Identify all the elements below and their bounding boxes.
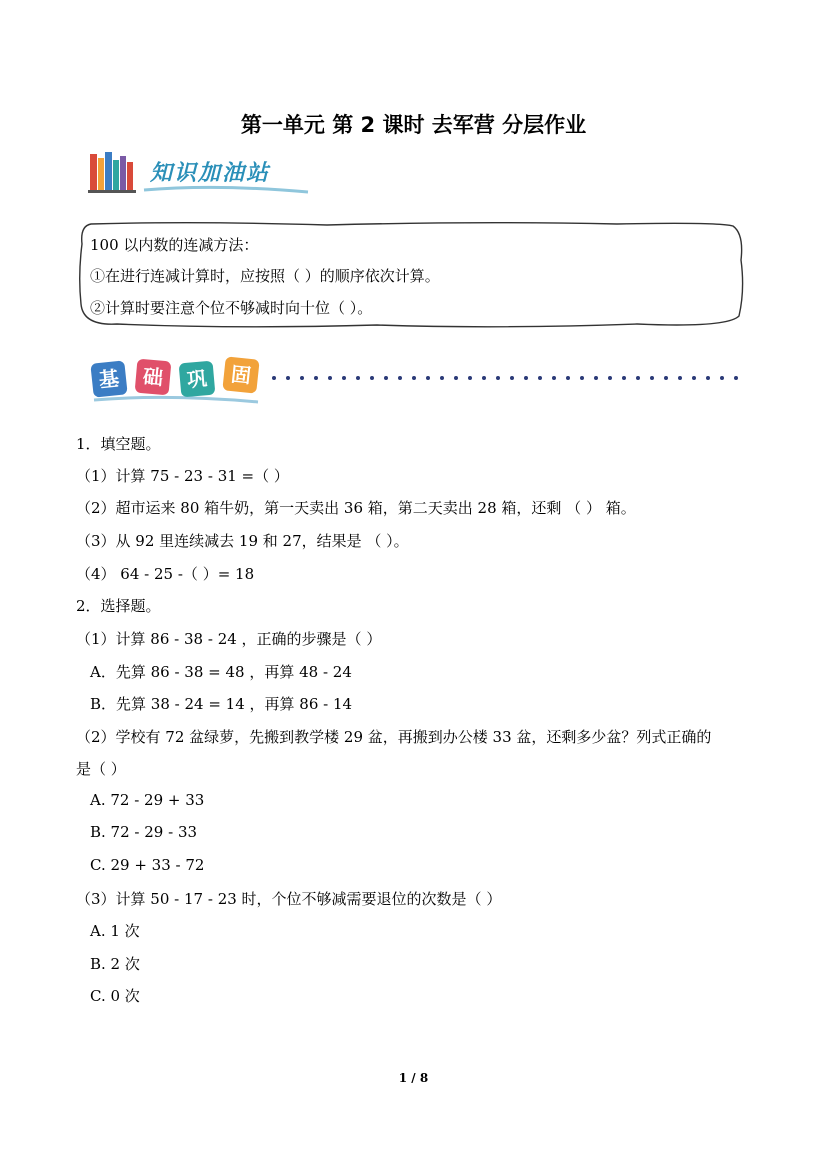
basic-tile-2: 础 — [135, 359, 172, 396]
q2-2-option-c: C. 29 + 33 - 72 — [90, 856, 205, 874]
basic-tile-4: 固 — [222, 356, 259, 393]
q2-1-stem: （1）计算 86 - 38 - 24 ，正确的步骤是（ ） — [76, 630, 382, 648]
knowledge-intro: 100 以内数的连减方法： — [90, 236, 259, 254]
q1-item-2: （2）超市运来 80 箱牛奶，第一天卖出 36 箱，第二天卖出 28 箱，还剩 （ ） 箱。 — [76, 499, 636, 517]
q1-heading: 1．填空题。 — [76, 435, 161, 453]
basic-banner — [88, 354, 748, 406]
knowledge-banner — [88, 148, 318, 198]
q2-2-option-a: A. 72 - 29 + 33 — [90, 791, 205, 809]
basic-tile-1: 基 — [90, 360, 127, 397]
q2-2-stem-line1: （2）学校有 72 盆绿萝，先搬到教学楼 29 盆，再搬到办公楼 33 盆，还剩多少盆？列式正确的 — [76, 728, 712, 746]
q2-2-option-b: B. 72 - 29 - 33 — [90, 823, 198, 841]
q2-2-stem-line2: 是（ ） — [76, 760, 126, 778]
q2-1-option-b: B．先算 38 - 24 = 14 ，再算 86 - 14 — [90, 695, 353, 713]
q2-3-option-a: A. 1 次 — [90, 922, 140, 940]
q1-item-1: （1）计算 75 - 23 - 31 =（ ） — [76, 467, 289, 485]
q2-heading: 2．选择题。 — [76, 597, 161, 615]
knowledge-point-2: ②计算时要注意个位不够减时向十位（ ）。 — [90, 299, 373, 317]
q2-3-stem: （3）计算 50 - 17 - 23 时，个位不够减需要退位的次数是（ ） — [76, 890, 502, 908]
q2-3-option-c: C. 0 次 — [90, 987, 140, 1005]
knowledge-point-1: ①在进行连减计算时，应按照（ ）的顺序依次计算。 — [90, 267, 440, 285]
q1-item-3: （3）从 92 里连续减去 19 和 27，结果是 （ ）。 — [76, 532, 409, 550]
basic-tile-3: 巩 — [179, 361, 216, 398]
q2-1-option-a: A．先算 86 - 38 = 48 ，再算 48 - 24 — [90, 663, 352, 681]
q2-3-option-b: B. 2 次 — [90, 955, 140, 973]
q1-item-4: （4） 64 - 25 -（ ）= 18 — [76, 565, 255, 583]
knowledge-banner-label: 知识加油站 — [150, 161, 271, 186]
page-number: 1 / 8 — [398, 1071, 429, 1085]
page-title: 第一单元 第 2 课时 去军营 分层作业 — [240, 113, 587, 137]
